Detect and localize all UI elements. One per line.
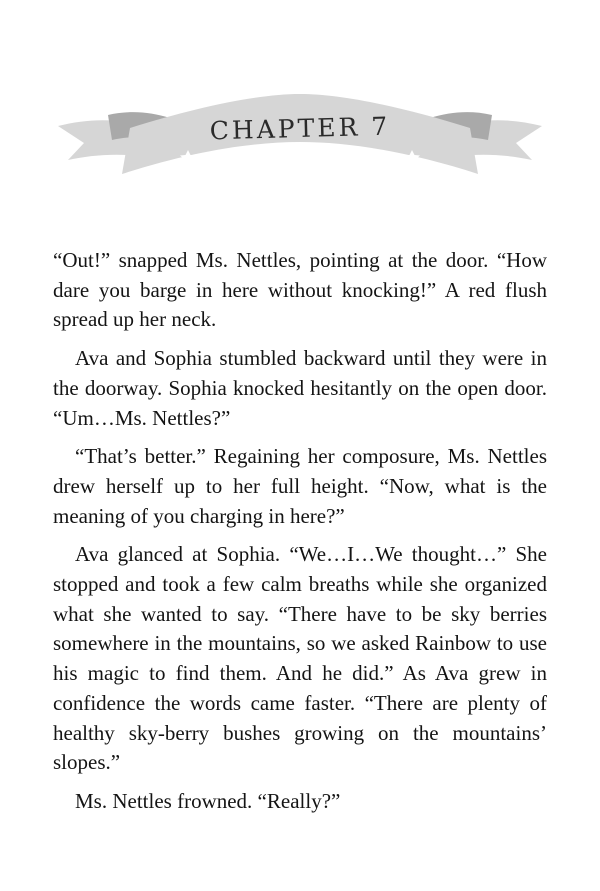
paragraph: Ava and Sophia stumbled backward until they were in the doorway. Sophia knocked hesitantly on the open door. “Um…Ms. Nettles?”: [53, 346, 547, 430]
paragraph: “That’s better.” Regaining her composure, Ms. Nettles drew herself up to her full height. “Now, what is the meaning of you charging in here?”: [53, 444, 547, 528]
chapter-title: CHAPTER 7: [209, 111, 391, 146]
paragraph: Ava glanced at Sophia. “We…I…We thought…” She stopped and took a few calm breaths while she organized what she wanted to say. “There have to be sky berries somewhere in the mountains, so we asked Rainbow to use his magic to find them. And he did.” As Ava grew in confidence the words came faster. “There are plenty of healthy sky-berry bushes growing on the mountains’ slopes.”: [53, 542, 547, 775]
paragraph: Ms. Nettles frowned. “Really?”: [75, 788, 341, 813]
paragraph: “Out!” snapped Ms. Nettles, pointing at the door. “How dare you barge in here without knocking!” A red flush spread up her neck.: [53, 248, 547, 332]
chapter-body: [53, 246, 547, 826]
